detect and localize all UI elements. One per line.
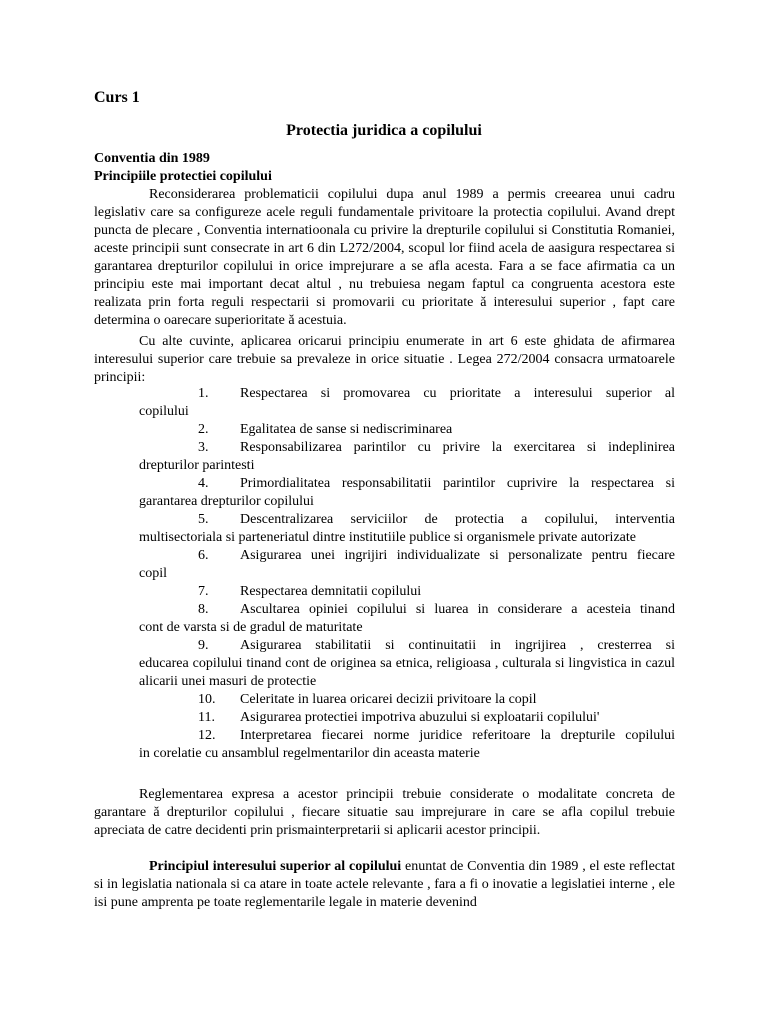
principle-text: Ascultarea opiniei copilului si luarea in considerare a acesteia tinand (240, 602, 675, 617)
principle-number: 5. (198, 512, 209, 527)
principle-text-continued: drepturilor parintesti (139, 458, 255, 473)
principle-text-continued: garantarea drepturilor copilului (139, 494, 314, 509)
principle-number: 12. (198, 728, 216, 743)
section-heading-conventia: Conventia din 1989 (94, 151, 210, 166)
principle-text: Asigurarea unei ingrijiri individualizate si personalizate pentru fiecare (240, 548, 675, 563)
principle-number: 11. (198, 710, 215, 725)
course-label: Curs 1 (94, 89, 140, 106)
principle-number: 1. (198, 386, 209, 401)
principle-number: 4. (198, 476, 209, 491)
principle-item (94, 385, 675, 421)
principles-list (94, 385, 675, 763)
principle-item (94, 511, 675, 547)
paragraph-intro: Reconsiderarea problematicii copilului dupa anul 1989 a permis creearea unui cadru legislativ care sa configureze acele reguli fundamentale privitoare la protectia copilului. Avand drept puncta de plecare , Conventia internatioonala cu privire la drepturile copilului si Constitutia Romaniei, aceste principii sunt consecrate in art 6 din L272/2004, scopul lor fiind acela de aasigura respectarea si garantarea drepturilor copilului in orice imprejurare a se afla acesta. Fara a se face afirmatia ca un principiu este mai important decat altul , nu trebuiesa negam faptul ca congruenta acestora este realizata prin forta reguli respectarii si promovarii cu prioritate ă interesului superior , fapt care determina o oarecare superioritate ă acestuia. (94, 187, 675, 328)
principle-number: 3. (198, 440, 209, 455)
paragraph-reglementarea: Reglementarea expresa a acestor principii trebuie considerate o modalitate concreta de garantare ă drepturilor copilului , fiecare situatie sau imprejurare in care se afla copilul trebuie apreciata de catre decidenti prin prismainterpretarii si aplicarii acestor principii. (94, 787, 675, 838)
paragraph-interes-superior-text: enuntat de Conventia din 1989 , el este reflectat si in legislatia nationala si ca atare in toate actele relevante , fara a fi o inovatie a legislatiei interne , ele isi pune amprenta pe toate reglementarile legale in materie devenind (94, 859, 675, 910)
principle-item (94, 475, 675, 511)
principle-item (94, 691, 675, 709)
principle-item (94, 709, 675, 727)
principle-item (94, 583, 675, 601)
paragraph-principles-lead: Cu alte cuvinte, aplicarea oricarui principiu enumerate in art 6 este ghidata de afirmarea interesului superior care trebuie sa prevaleze in orice situatie . Legea 272/2004 consacra urmatoarele principii: (94, 334, 675, 385)
principle-text: Descentralizarea serviciilor de protectia a copilului, interventia (240, 512, 675, 527)
principle-text-continued: educarea copilului tinand cont de originea sa etnica, religioasa , culturala si lingvistica in cazul alicarii unei masuri de protectie (139, 656, 675, 689)
section-heading-principii: Principiile protectiei copilului (94, 169, 272, 184)
principle-text: Respectarea demnitatii copilului (240, 584, 422, 599)
principle-item (94, 601, 675, 637)
principle-item (94, 637, 675, 691)
principle-text: Respectarea si promovarea cu prioritate a interesului superior al (240, 386, 675, 401)
principle-item (94, 421, 675, 439)
principle-item (94, 727, 675, 763)
principle-item (94, 547, 675, 583)
principle-number: 8. (198, 602, 209, 617)
principle-number: 6. (198, 548, 209, 563)
principle-text: Celeritate in luarea oricarei decizii privitoare la copil (240, 692, 537, 707)
principle-number: 7. (198, 584, 209, 599)
principle-text-continued: in corelatie cu ansamblul regelmentarilor din aceasta materie (139, 746, 480, 761)
principle-item (94, 439, 675, 475)
principle-text-continued: copil (139, 566, 167, 581)
bold-principle-term: Principiul interesului superior al copilului (149, 859, 402, 874)
principle-text-continued: copilului (139, 404, 189, 419)
paragraph-interes-superior (94, 858, 675, 912)
principle-text: Primordialitatea responsabilitatii parintilor cuprivire la respectarea si (240, 476, 675, 491)
principle-text: Interpretarea fiecarei norme juridice referitoare la drepturile copilului (240, 728, 675, 743)
principle-number: 10. (198, 692, 216, 707)
principle-number: 2. (198, 422, 209, 437)
principle-text: Asigurarea stabilitatii si continuitatii in ingrijirea , cresterrea si (240, 638, 675, 653)
principle-text: Egalitatea de sanse si nediscriminarea (240, 422, 453, 437)
principle-text: Responsabilizarea parintilor cu privire la exercitarea si indeplinirea (240, 440, 675, 455)
principle-text-continued: multisectoriala si parteneriatul dintre institutiile publice si organismele private autorizate (139, 530, 636, 545)
principle-number: 9. (198, 638, 209, 653)
document-title: Protectia juridica a copilului (286, 122, 482, 139)
principle-text-continued: cont de varsta si de gradul de maturitate (139, 620, 363, 635)
principle-text: Asigurarea protectiei impotriva abuzului si exploatarii copilului' (240, 710, 600, 725)
